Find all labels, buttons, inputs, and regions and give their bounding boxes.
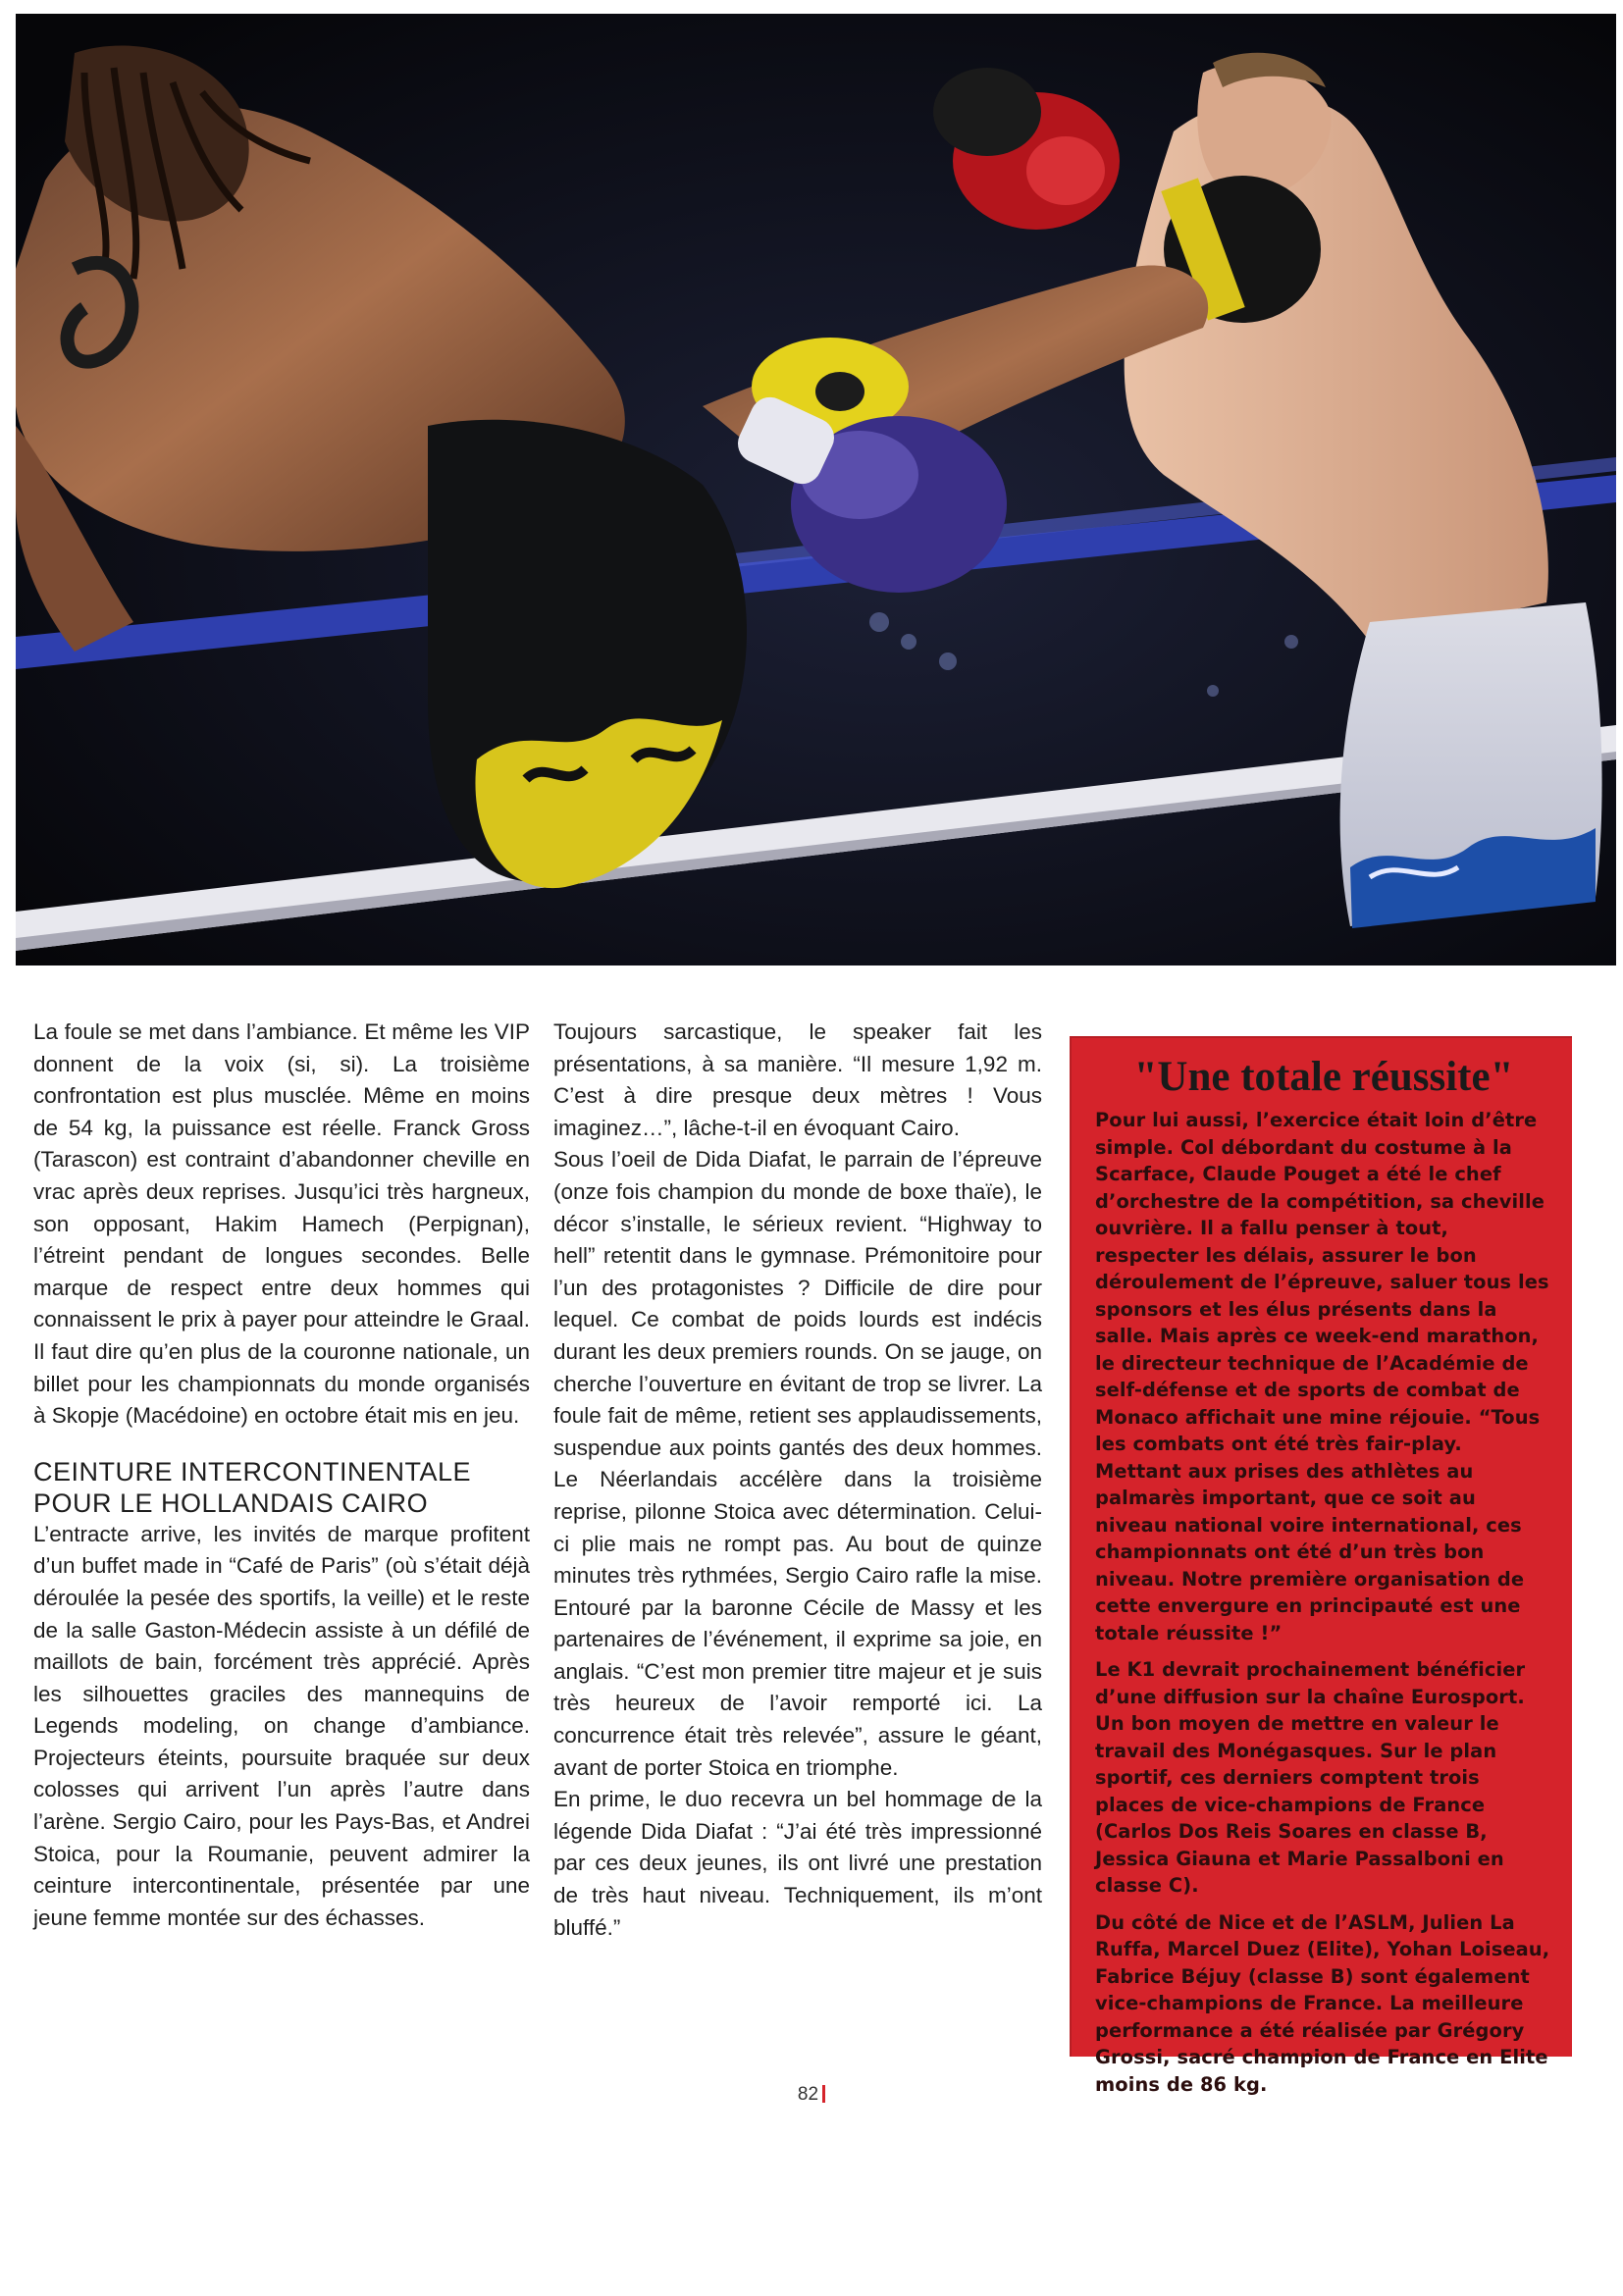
article-column-2 bbox=[553, 1017, 1042, 1944]
paragraph: L’entracte arrive, les invités de marque profitent d’un buffet made in “Café de Paris” (où s’était déjà déroulée la pesée des sportifs, la veille) et le reste de la salle Gaston-Médecin assiste à un défilé de maillots de bain, forcément très apprécié. Après les silhouettes graciles des mannequins de Legends modeling, on change d’ambiance. Projecteurs éteints, poursuite braquée sur deux colosses qui arrivent l’un après l’autre dans l’arène. Sergio Cairo, pour les Pays-Bas, et Andrei Stoica, pour la Roumanie, peuvent admirer la ceinture intercontinentale, présentée par une jeune femme montée sur des échasses. bbox=[33, 1521, 530, 1930]
folio-bar bbox=[822, 2085, 825, 2103]
paragraph: La foule se met dans l’ambiance. Et même les VIP donnent de la voix (si, si). La troisième confrontation est plus musclée. Même en moins de 54 kg, la puissance est réelle. Franck Gross (Tarascon) est contraint d’abandonner cheville en vrac après deux reprises. Jusqu’ici très hargneux, son opposant, Hakim Hamech (Perpignan), l’étreint pendant de longues secondes. Belle marque de respect entre deux hommes qui connaissent le prix à payer pour atteindre le Graal. Il faut dire qu’en plus de la couronne nationale, un billet pour les championnats du monde organisés à Skopje (Macédoine) en octobre était mis en jeu. bbox=[33, 1019, 530, 1429]
sidebar-paragraph: Pour lui aussi, l’exercice était loin d’être simple. Col débordant du costume à la Scarface, Claude Pouget a été le chef d’orchestre de la compétition, sa cheville ouvrière. Il a fallu penser à tout, respecter les délais, assurer le bon déroulement de l’épreuve, saluer tous les sponsors et les élus présents dans la salle. Mais après ce week-end marathon, le directeur technique de l’Académie de self-défense et de sports de combat de Monaco affichait une mine réjouie. “Tous les combats ont été très fair-play. Mettant aux prises des athlètes au palmarès important, que ce soit au niveau national voire international, ces championnats ont été d’un très bon niveau. Notre première organisation de cette envergure en principauté est une totale réussite !” bbox=[1095, 1109, 1549, 1644]
paragraph: En prime, le duo recevra un bel hommage de la légende Dida Diafat : “J’ai été très impressionné par ces deux jeunes, ils ont livré une prestation de très haut niveau. Techniquement, ils m’ont bluffé.” bbox=[553, 1787, 1042, 1940]
kickboxing-illustration bbox=[16, 14, 1616, 965]
section-subheading bbox=[33, 1456, 530, 1519]
paragraph: Toujours sarcastique, le speaker fait les présentations, à sa manière. “Il mesure 1,92 m. C’est à dire presque deux mètres ! Vous imaginez…”, lâche-t-il en évoquant Cairo. bbox=[553, 1019, 1042, 1140]
subheading-line-2: POUR LE HOLLANDAIS CAIRO bbox=[33, 1487, 429, 1518]
sidebar-title: "Une totale réussite" bbox=[1133, 1054, 1514, 1100]
sidebar-paragraph: Du côté de Nice et de l’ASLM, Julien La Ruffa, Marcel Duez (Elite), Yohan Loiseau, Fabrice Béjuy (classe B) sont également vice-champions de France. La meilleure performance a été réalisée par Grégory Grossi, sacré champion de France en Elite moins de 86 kg. bbox=[1095, 1910, 1550, 2096]
paragraph: Sous l’oeil de Dida Diafat, le parrain de l’épreuve (onze fois champion du monde de boxe thaïe), le décor s’installe, le sérieux revient. “Highway to hell” retentit dans le gymnase. Prémonitoire pour l’un des protagonistes ? Difficile de dire pour lequel. Ce combat de poids lourds est indécis durant les deux premiers rounds. On se jauge, on cherche l’ouverture en évitant de trop se livrer. La foule fait de même, retient ses applaudissements, suspendue aux points gantés des deux hommes. Le Néerlandais accélère dans la troisième reprise, pilonne Stoica avec détermination. Celui-ci plie mais ne rompt pas. Au bout de quinze minutes très rythmées, Sergio Cairo rafle la mise. Entouré par la baronne Cécile de Massy et les partenaires de l’événement, il exprime sa joie, en anglais. “C’est mon premier titre majeur et je suis très heureux de l’avoir remporté ici. La concurrence était très relevée”, assure le géant, avant de porter Stoica en triomphe. bbox=[553, 1147, 1042, 1780]
page-number bbox=[0, 2084, 1623, 2106]
sidebar-paragraph: Le K1 devrait prochainement bénéficier d’une diffusion sur la chaîne Eurosport. Un bon moyen de mettre en valeur le travail des Monégasques. Sur le plan sportif, ces derniers comptent trois places de vice-champions de France (Carlos Dos Reis Soares en classe B, Jessica Giauna et Marie Passalboni en classe C). bbox=[1095, 1658, 1526, 1897]
subheading-line-1: CEINTURE INTERCONTINENTALE bbox=[33, 1456, 472, 1487]
sidebar-box bbox=[1070, 1036, 1572, 2096]
article-column-1 bbox=[33, 1017, 530, 1934]
page-number-text: 82 bbox=[797, 2084, 819, 2105]
boxing-photo bbox=[16, 14, 1616, 965]
